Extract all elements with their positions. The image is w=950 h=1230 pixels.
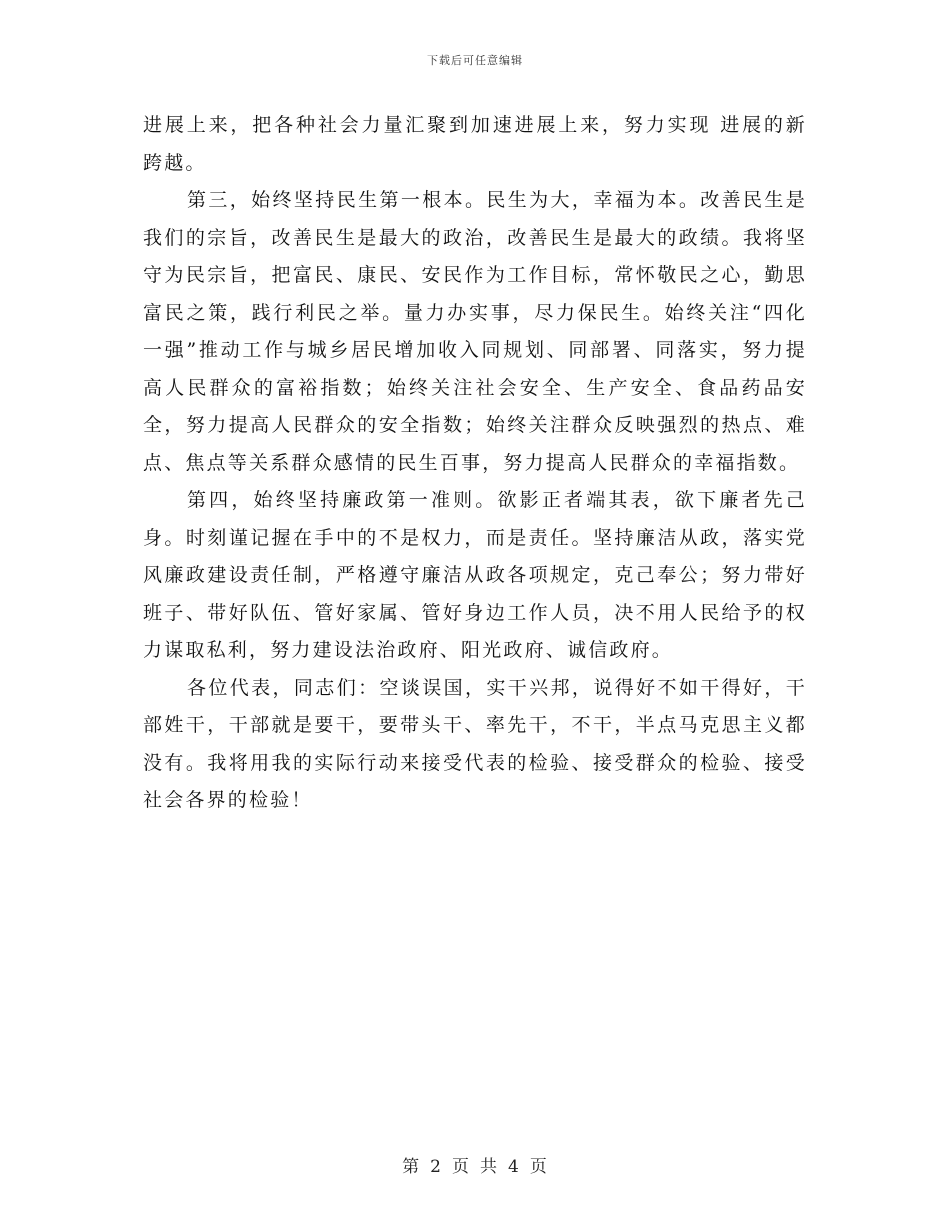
footer-prefix: 第 bbox=[402, 1157, 421, 1177]
footer-total-pages: 4 bbox=[508, 1157, 520, 1177]
footer-page-label: 页 bbox=[452, 1157, 470, 1177]
footer-total-label: 共 bbox=[480, 1157, 498, 1177]
paragraph-2: 第三，始终坚持民生第一根本。民生为大，幸福为本。改善民生是我们的宗旨，改善民生是最大的政治，改善民生是最大的政绩。我将坚守为民宗旨，把富民、康民、安民作为工作目标，常怀敬民之心，勤思富民之策，践行利民之举。量力办实事，尽力保民生。始终关注“四化一强”推动工作与城乡居民增加收入同规划、同部署、同落实，努力提高人民群众的富裕指数；始终关注社会安全、生产安全、食品药品安全，努力提高人民群众的安全指数；始终关注群众反映强烈的热点、难点、焦点等关系群众感情的民生百事，努力提高人民群众的幸福指数。 bbox=[143, 189, 807, 474]
paragraph-3: 第四，始终坚持廉政第一准则。欲影正者端其表，欲下廉者先己身。时刻谨记握在手中的不是权力，而是责任。坚持廉洁从政，落实党风廉政建设责任制，严格遵守廉洁从政各项规定，克己奉公；努力带好班子、带好队伍、管好家属、管好身边工作人员，决不用人民给予的权力谋取私利，努力建设法治政府、阳光政府、诚信政府。 bbox=[143, 489, 807, 661]
footer-page-number: 2 bbox=[430, 1157, 442, 1177]
paragraph-1: 进展上来，把各种社会力量汇聚到加速进展上来，努力实现 进展的新跨越。 bbox=[143, 114, 807, 174]
page-header-note: 下载后可任意编辑 bbox=[427, 54, 523, 67]
page-footer bbox=[0, 1152, 950, 1177]
footer-suffix: 页 bbox=[529, 1157, 548, 1177]
document-body bbox=[143, 107, 807, 820]
paragraph-4: 各位代表，同志们：空谈误国，实干兴邦，说得好不如干得好，干部姓干，干部就是要干，要带头干、率先干，不干，半点马克思主义都没有。我将用我的实际行动来接受代表的检验、接受群众的检验、接受社会各界的检验！ bbox=[143, 676, 807, 811]
